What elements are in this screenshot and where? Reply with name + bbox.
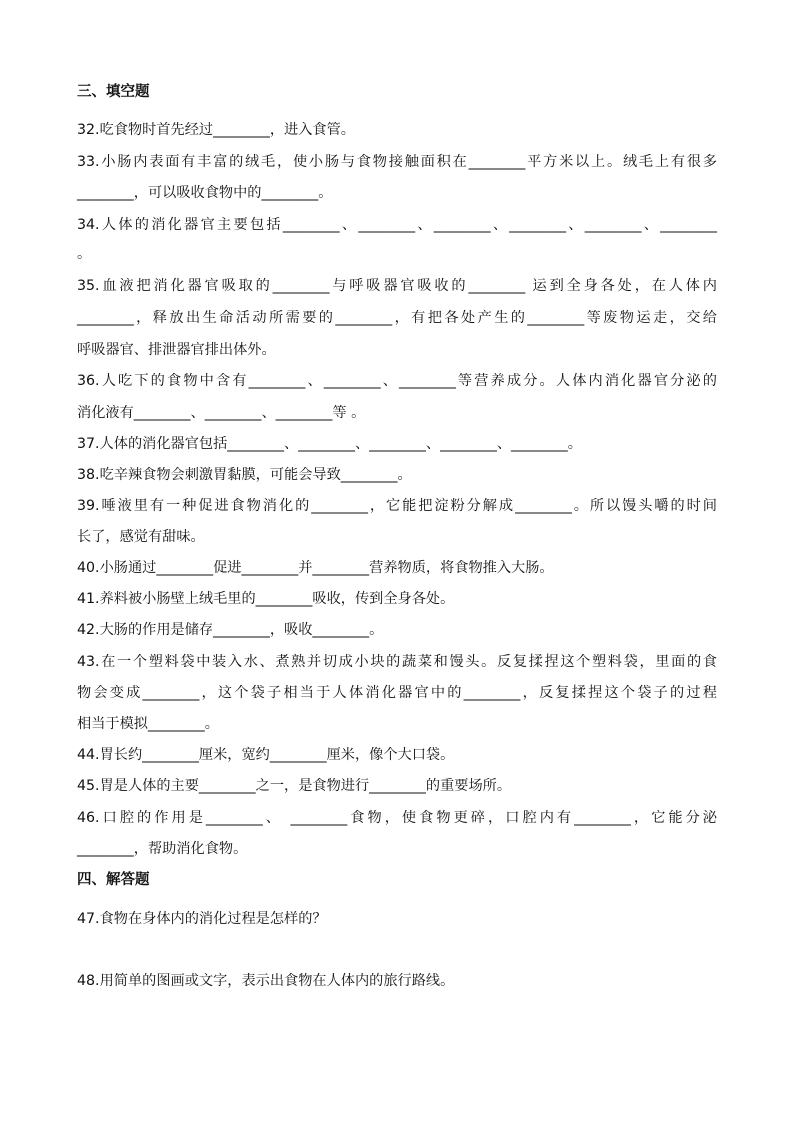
question-34-line-2: 。 xyxy=(77,246,92,262)
question-43-line-1: 43.在一个塑料袋中装入水、煮熟并切成小块的蔬菜和馒头。反复揉捏这个塑料袋，里面的食 xyxy=(77,654,717,670)
question-43-line-2: 物会变成________，这个袋子相当于人体消化器官中的________，反复揉捏这个袋子的过程 xyxy=(77,685,717,701)
question-40: 40.小肠通过________促进________并________营养物质，将食物推入大肠。 xyxy=(77,560,554,576)
question-39-line-1: 39.唾液里有一种促进食物消化的________，它能把淀粉分解成________。所以馒头嚼的时间 xyxy=(77,498,717,514)
question-33-line-2: ________，可以吸收食物中的________。 xyxy=(77,185,333,201)
question-43-line-3: 相当于模拟________。 xyxy=(77,716,219,732)
section-title-fill-in: 三、填空题 xyxy=(77,84,150,100)
question-45: 45.胃是人体的主要________之一，是食物进行________的重要场所。 xyxy=(77,778,512,794)
section-title-answer: 四、解答题 xyxy=(77,872,150,888)
question-38: 38.吃辛辣食物会刺激胃黏膜，可能会导致________。 xyxy=(77,467,412,483)
question-48: 48.用简单的图画或文字，表示出食物在人体内的旅行路线。 xyxy=(77,973,455,989)
question-34-line-1: 34.人体的消化器官主要包括________、________、________、________、________、________ xyxy=(77,217,717,233)
question-35-line-2: ________，释放出生命活动所需要的________，有把各处产生的________等废物运走，交给 xyxy=(77,310,717,326)
question-42: 42.大肠的作用是储存________，吸收________。 xyxy=(77,622,384,638)
question-44: 44.胃长约________厘米，宽约________厘米，像个大口袋。 xyxy=(77,747,455,763)
question-46-line-1: 46.口腔的作用是________、 ________食物，使食物更碎，口腔内有________，它能分泌 xyxy=(77,810,717,826)
question-32: 32.吃食物时首先经过________，进入食管。 xyxy=(77,122,355,138)
question-47: 47.食物在身体内的消化过程是怎样的？ xyxy=(77,911,327,927)
question-33-line-1: 33.小肠内表面有丰富的绒毛，使小肠与食物接触面积在________平方米以上。绒毛上有很多 xyxy=(77,154,717,170)
question-35-line-1: 35.血液把消化器官吸取的________与呼吸器官吸收的________ 运到全身各处，在人体内 xyxy=(77,278,717,294)
question-36-line-2: 消化液有________、________、________等 。 xyxy=(77,405,366,421)
question-46-line-2: ________，帮助消化食物。 xyxy=(77,841,248,857)
question-36-line-1: 36.人吃下的食物中含有________、________、________等营养成分。人体内消化器官分泌的 xyxy=(77,373,717,389)
question-35-line-3: 呼吸器官、排泄器官排出体外。 xyxy=(77,342,276,358)
question-37: 37.人体的消化器官包括________、________、________、________、________。 xyxy=(77,436,582,452)
question-39-line-2: 长了，感觉有甜味。 xyxy=(77,529,205,545)
question-41: 41.养料被小肠壁上绒毛里的________吸收，传到全身各处。 xyxy=(77,591,455,607)
